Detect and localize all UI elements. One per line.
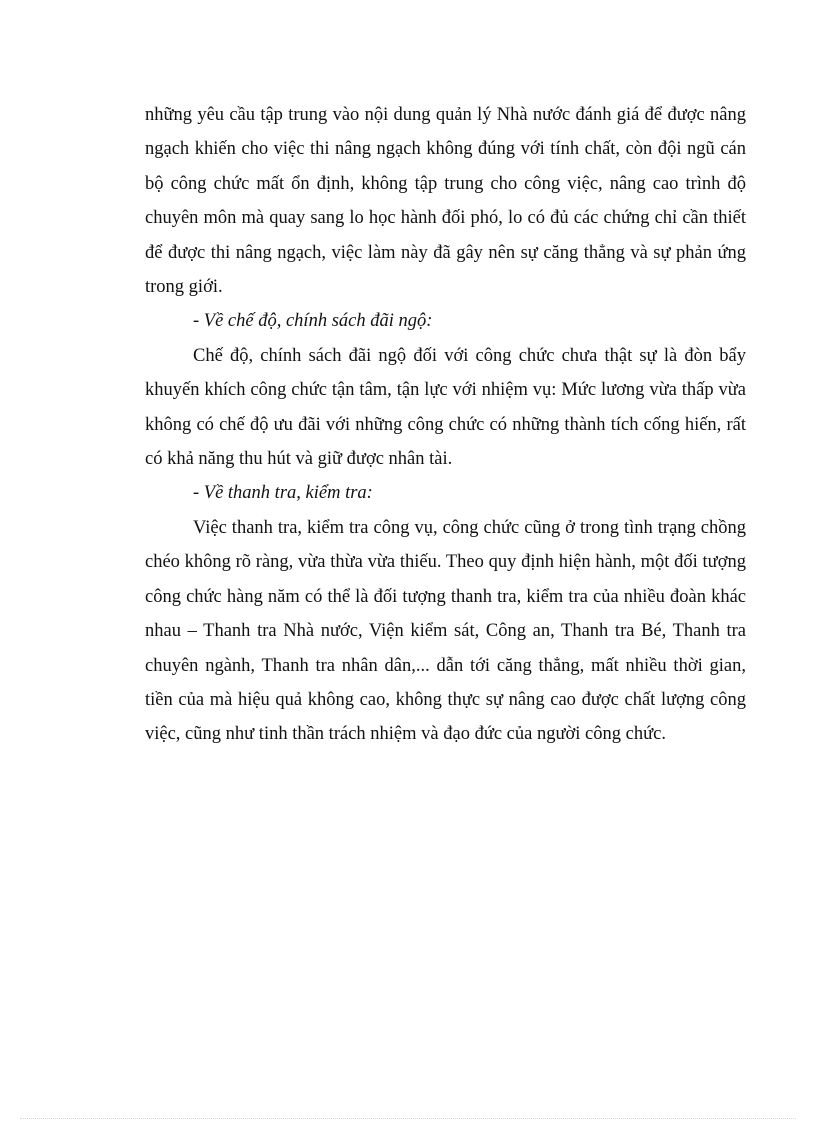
paragraph-inspection: Việc thanh tra, kiểm tra công vụ, công chức cũng ở trong tình trạng chồng chéo không rõ ràng, vừa thừa vừa thiếu. Theo quy định hiện hành, một đối tượng công chức hàng năm có thể là đối tượng thanh tra, kiểm tra của nhiều đoàn khác nhau – Thanh tra Nhà nước, Viện kiểm sát, Công an, Thanh tra Bé, Thanh tra chuyên ngành, Thanh tra nhân dân,... dẫn tới căng thẳng, mất nhiều thời gian, tiền của mà hiệu quả không cao, không thực sự nâng cao được chất lượng công việc, cũng như tinh thần trách nhiệm và đạo đức của người công chức.: [145, 517, 746, 745]
paragraph-continuation: những yêu cầu tập trung vào nội dung quản lý Nhà nước đánh giá để được nâng ngạch khiến cho việc thi nâng ngạch không đúng với tính chất, còn đội ngũ cán bộ công chức mất ổn định, không tập trung cho công việc, nâng cao trình độ chuyên môn mà quay sang lo học hành đối phó, lo có đủ các chứng chỉ cần thiết để được thi nâng ngạch, việc làm này đã gây nên sự căng thẳng và sự phản ứng trong giới.: [145, 105, 746, 298]
section-heading-inspection: - Về thanh tra, kiểm tra:: [193, 483, 373, 504]
paragraph-compensation: Chế độ, chính sách đãi ngộ đối với công chức chưa thật sự là đòn bẩy khuyến khích công chức tận tâm, tận lực với nhiệm vụ: Mức lương vừa thấp vừa không có chế độ ưu đãi với những công chức có những thành tích cống hiến, rất có khả năng thu hút và giữ được nhân tài.: [145, 345, 746, 470]
section-heading-compensation: - Về chế độ, chính sách đãi ngộ:: [193, 311, 433, 332]
page-bottom-divider: [20, 1118, 796, 1119]
document-body: [145, 98, 746, 752]
